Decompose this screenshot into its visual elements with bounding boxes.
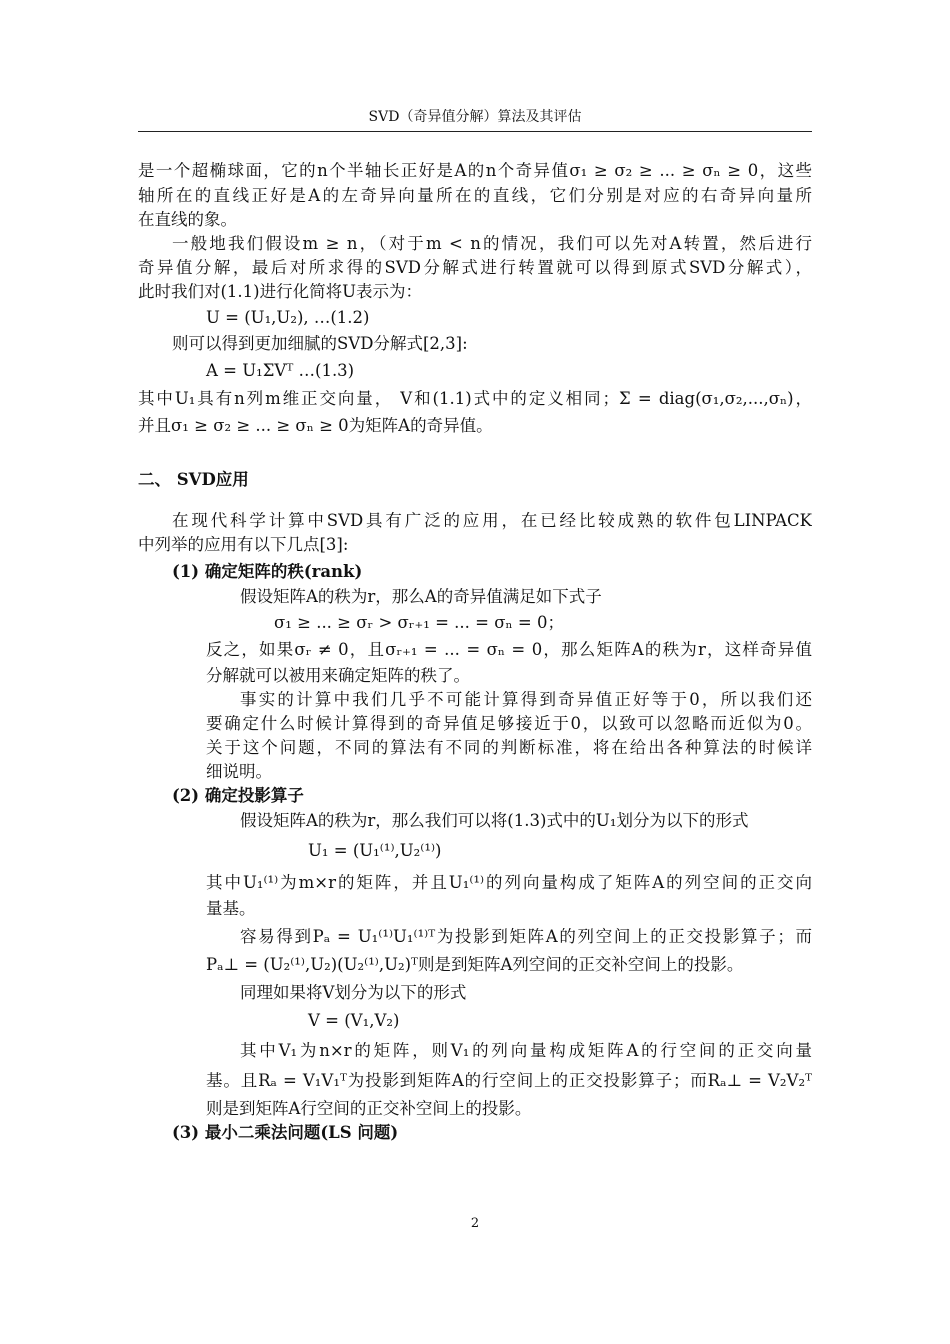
text-line: 其中U₁⁽¹⁾为m×r的矩阵，并且U₁⁽¹⁾的列向量构成了矩阵A的列空间的正交向 (206, 873, 812, 892)
text-line: 在直线的象。 (138, 210, 237, 229)
text-line: Pₐ⊥ = (U₂⁽¹⁾,U₂)(U₂⁽¹⁾,U₂)ᵀ则是到矩阵A列空间的正交补空间上的投影。 (206, 955, 744, 974)
page-number: 2 (470, 1216, 480, 1231)
text-line: 细说明。 (206, 762, 272, 781)
text-line: 关于这个问题，不同的算法有不同的判断标准，将在给出各种算法的时候详 (206, 738, 812, 757)
text-line: 二、 SVD应用 (138, 470, 249, 489)
text-line: 则是到矩阵A行空间的正交补空间上的投影。 (206, 1099, 532, 1118)
text-line: 反之，如果σᵣ ≠ 0，且σᵣ₊₁ = ... = σₙ = 0，那么矩阵A的秩为r，这样奇异值 (206, 640, 812, 659)
text-line: 分解就可以被用来确定矩阵的秩了。 (206, 666, 470, 685)
text-line: 要确定什么时候计算得到的奇异值足够接近于0，以致可以忽略而近似为0。 (206, 714, 812, 733)
text-line: U₁ = (U₁⁽¹⁾,U₂⁽¹⁾) (308, 841, 442, 860)
text-line: (1) 确定矩阵的秩(rank) (172, 562, 363, 581)
text-line: (2) 确定投影算子 (172, 786, 304, 805)
text-line: V = (V₁,V₂) (308, 1011, 400, 1030)
text-line: (3) 最小二乘法问题(LS 问题) (172, 1123, 399, 1142)
text-line: 同理如果将V划分为以下的形式 (240, 983, 467, 1002)
text-line: 则可以得到更加细腻的SVD分解式[2,3]: (172, 334, 468, 353)
text-line: 一般地我们假设m ≥ n，（对于m < n的情况，我们可以先对A转置，然后进行 (172, 234, 812, 253)
text-line: 事实的计算中我们几乎不可能计算得到奇异值正好等于0，所以我们还 (240, 690, 812, 709)
text-line: 奇异值分解，最后对所求得的SVD分解式进行转置就可以得到原式SVD分解式）， (138, 258, 812, 277)
text-line: 在现代科学计算中SVD具有广泛的应用，在已经比较成熟的软件包LINPACK (172, 511, 812, 530)
text-line: σ₁ ≥ ... ≥ σᵣ > σᵣ₊₁ = ... = σₙ = 0； (274, 613, 564, 632)
text-line: 此时我们对(1.1)进行化简将U表示为： (138, 282, 423, 301)
running-header: SVD（奇异值分解）算法及其评估 (368, 109, 582, 125)
text-line: 轴所在的直线正好是A的左奇异向量所在的直线，它们分别是对应的右奇异向量所 (138, 186, 812, 205)
text-line: 其中V₁为n×r的矩阵，则V₁的列向量构成矩阵A的行空间的正交向量 (240, 1041, 812, 1060)
text-line: 基。且Rₐ = V₁V₁ᵀ为投影到矩阵A的行空间上的正交投影算子；而Rₐ⊥ = V₂V₂ᵀ (206, 1071, 812, 1090)
text-line: 容易得到Pₐ = U₁⁽¹⁾U₁⁽¹⁾ᵀ为投影到矩阵A的列空间上的正交投影算子；而 (240, 927, 812, 946)
text-line: 中列举的应用有以下几点[3]: (138, 535, 349, 554)
text-line: 假设矩阵A的秩为r，那么A的奇异值满足如下式子 (240, 587, 602, 606)
text-line: A = U₁ΣVᵀ …(1.3) (206, 361, 355, 380)
text-line: 并且σ₁ ≥ σ₂ ≥ ... ≥ σₙ ≥ 0为矩阵A的奇异值。 (138, 416, 493, 435)
text-line: U = (U₁,U₂), …(1.2) (206, 308, 370, 327)
text-line: 量基。 (206, 899, 256, 918)
text-line: 假设矩阵A的秩为r，那么我们可以将(1.3)式中的U₁划分为以下的形式 (240, 811, 749, 830)
header-rule (138, 131, 812, 132)
text-line: 其中U₁具有n列m维正交向量， V和(1.1)式中的定义相同；Σ = diag(σ₁,σ₂,...,σₙ)， (138, 389, 812, 408)
text-line: 是一个超椭球面，它的n个半轴长正好是A的n个奇异值σ₁ ≥ σ₂ ≥ ... ≥ σₙ ≥ 0，这些 (138, 161, 812, 180)
